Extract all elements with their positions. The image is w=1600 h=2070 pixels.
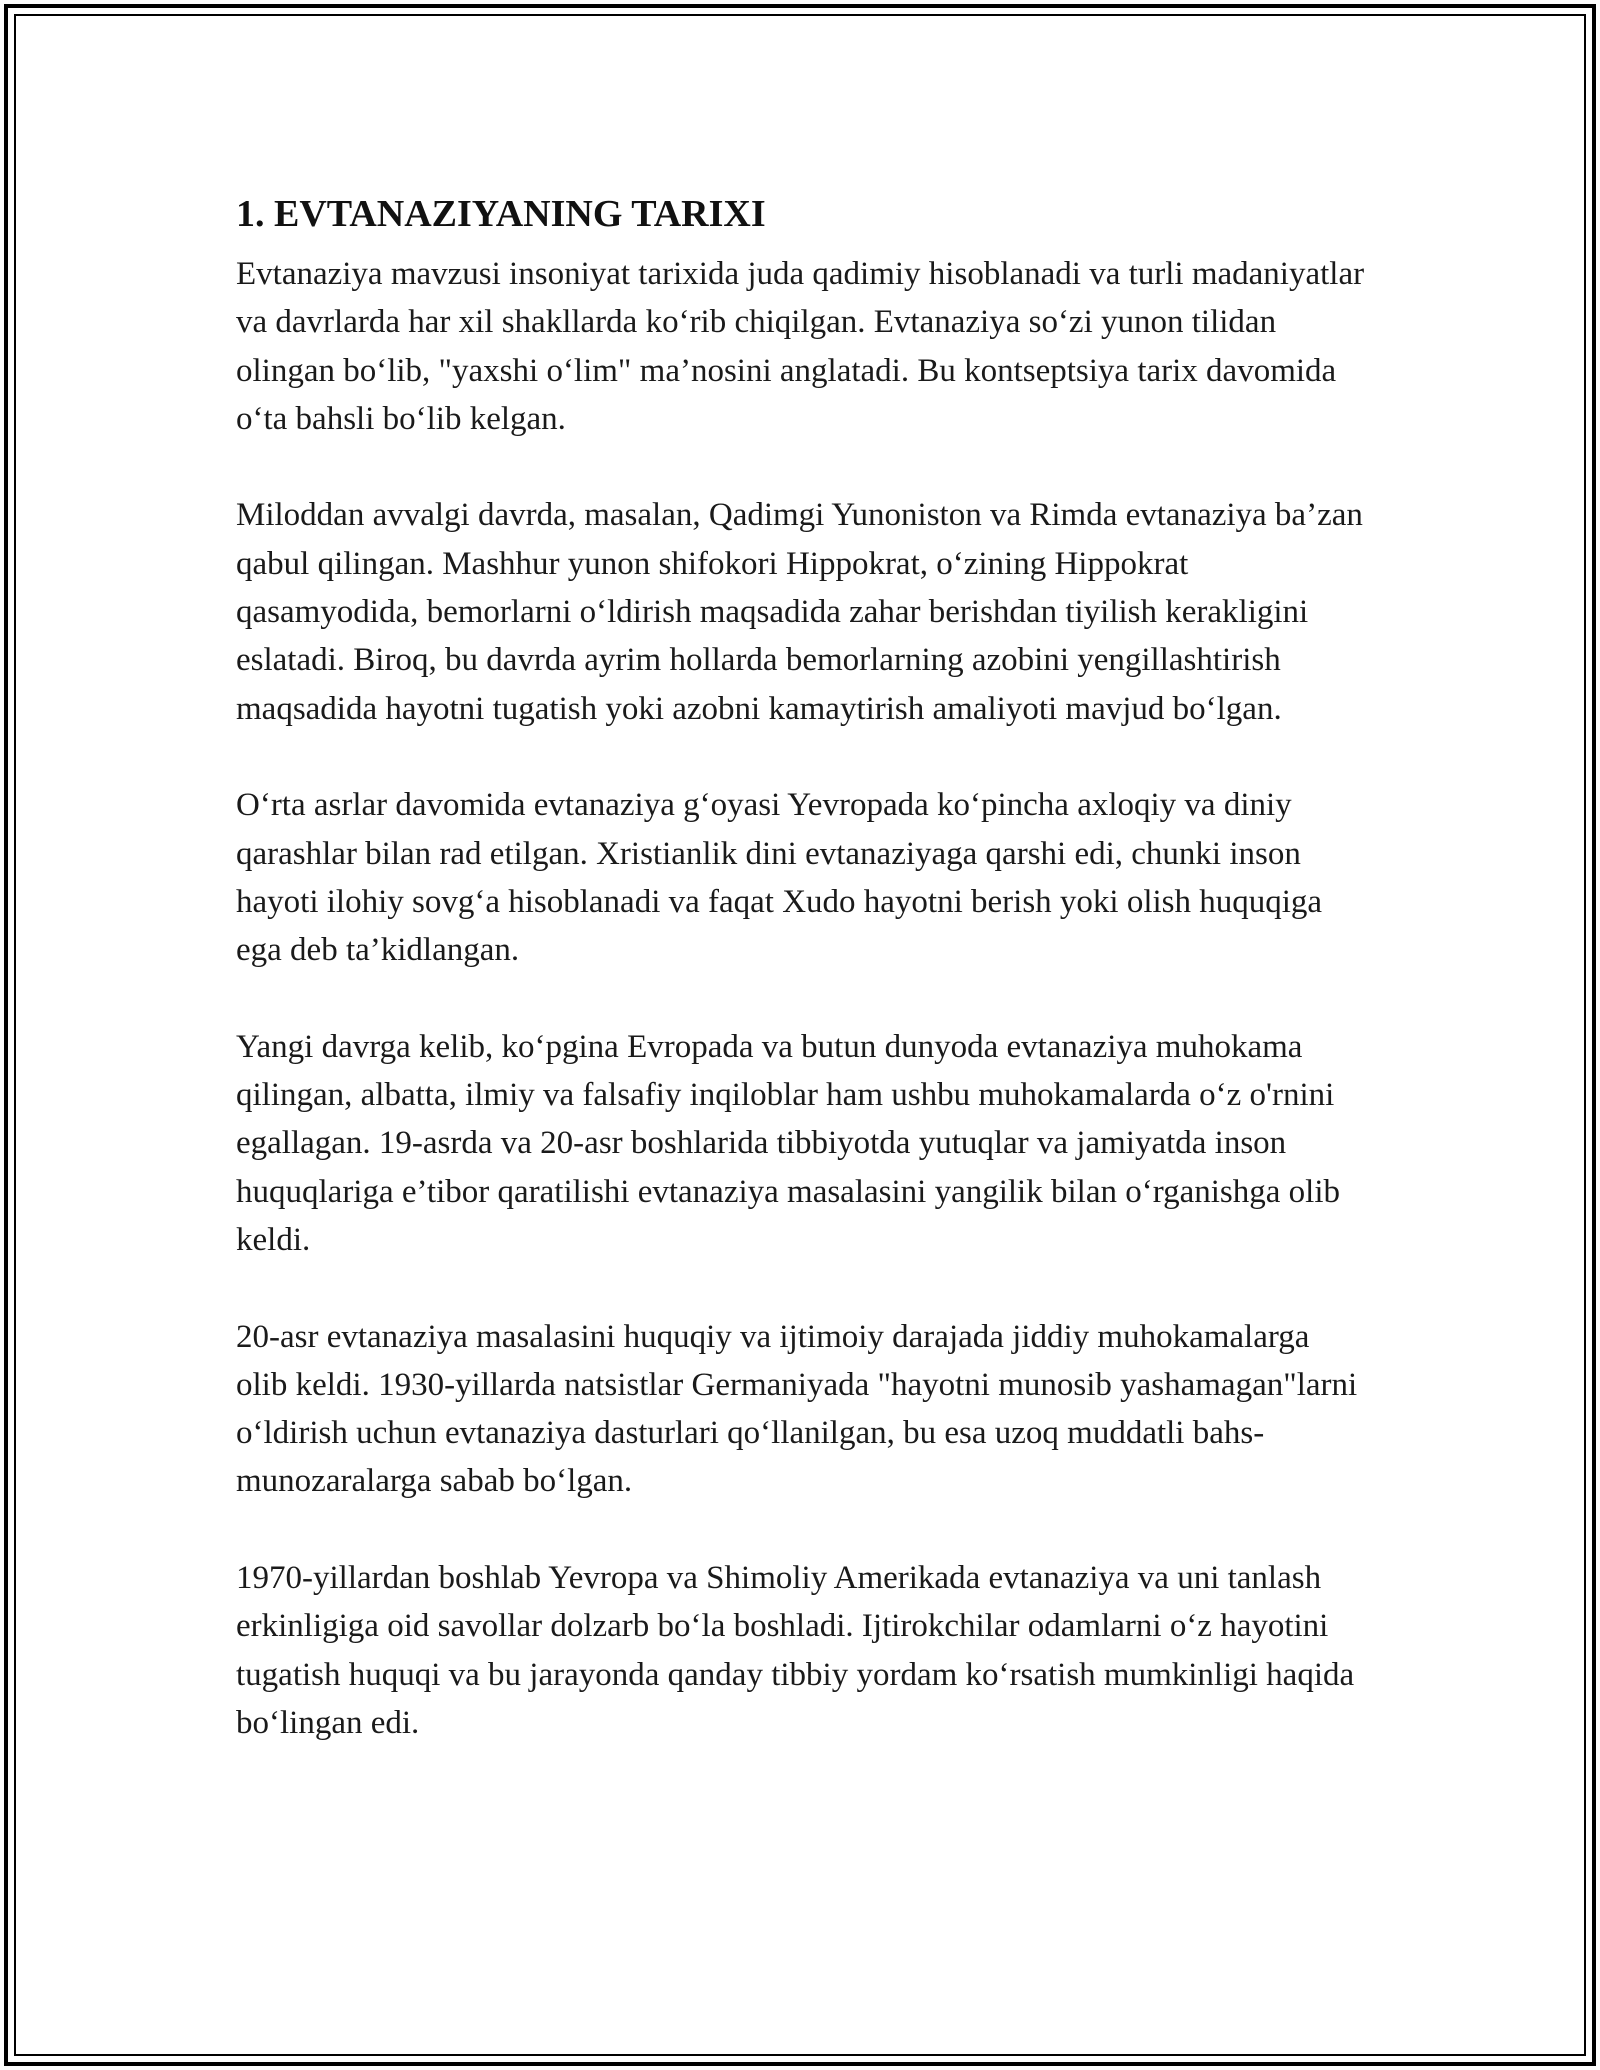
paragraph: Evtanaziya mavzusi insoniyat tarixida juda qadimiy hisoblanadi va turli madaniyatlar va davrlarda har xil shakllarda ko‘rib chiqilgan. Evtanaziya so‘zi yunon tilidan olingan bo‘lib, "yaxshi o‘lim" ma’nosini anglatadi. Bu kontseptsiya tarix davomida o‘ta bahsli bo‘lib kelgan.	[236, 256, 1365, 437]
paragraph: 20-asr evtanaziya masalasini huquqiy va ijtimoiy darajada jiddiy muhokamalarga olib keldi. 1930-yillarda natsistlar Germaniyada "hayotni munosib yashamagan"larni o‘ldirish uchun evtanaziya dasturlari qo‘llanilgan, bu esa uzoq muddatli bahs-munozaralarga sabab bo‘lgan.	[236, 1318, 1358, 1500]
paragraph: 1970-yillardan boshlab Yevropa va Shimoliy Amerikada evtanaziya va uni tanlash erkinligiga oid savollar dolzarb bo‘la boshladi. Ijtirokchilar odamlarni o‘z hayotini tugatish huquqi va bu jarayonda qanday tibbiy yordam ko‘rsatish mumkinligi haqida bo‘lingan edi.	[236, 1560, 1355, 1741]
paragraph: Yangi davrga kelib, ko‘pgina Evropada va butun dunyoda evtanaziya muhokama qilingan, albatta, ilmiy va falsafiy inqiloblar ham ushbu muhokamalarda o‘z o'rnini egallagan. 19-asrda va 20-asr boshlarida tibbiyotda yutuqlar va jamiyatda inson huquqlariga e’tibor qaratilishi evtanaziya masalasini yangilik bilan o‘rganishga olib keldi.	[236, 1028, 1340, 1258]
paragraph: O‘rta asrlar davomida evtanaziya g‘oyasi Yevropada ko‘pincha axloqiy va diniy qarashlar bilan rad etilgan. Xristianlik dini evtanaziyaga qarshi edi, chunki inson hayoti ilohiy sovg‘a hisoblanadi va faqat Xudo hayotni berish yoki olish huquqiga ega deb ta’kidlangan.	[236, 787, 1323, 969]
paragraph: Miloddan avvalgi davrda, masalan, Qadimgi Yunoniston va Rimda evtanaziya ba’zan qabul qilingan. Mashhur yunon shifokori Hippokrat, o‘zining Hippokrat qasamyodida, bemorlarni o‘ldirish maqsadida zahar berishdan tiyilish kerakligini eslatadi. Biroq, bu davrda ayrim hollarda bemorlarning azobini yengillashtirish maqsadida hayotni tugatish yoki azobni kamaytirish amaliyoti mavjud bo‘lgan.	[236, 497, 1363, 727]
document-body	[236, 186, 1366, 1796]
section-heading: 1. EVTANAZIYANING TARIXI	[236, 193, 766, 235]
